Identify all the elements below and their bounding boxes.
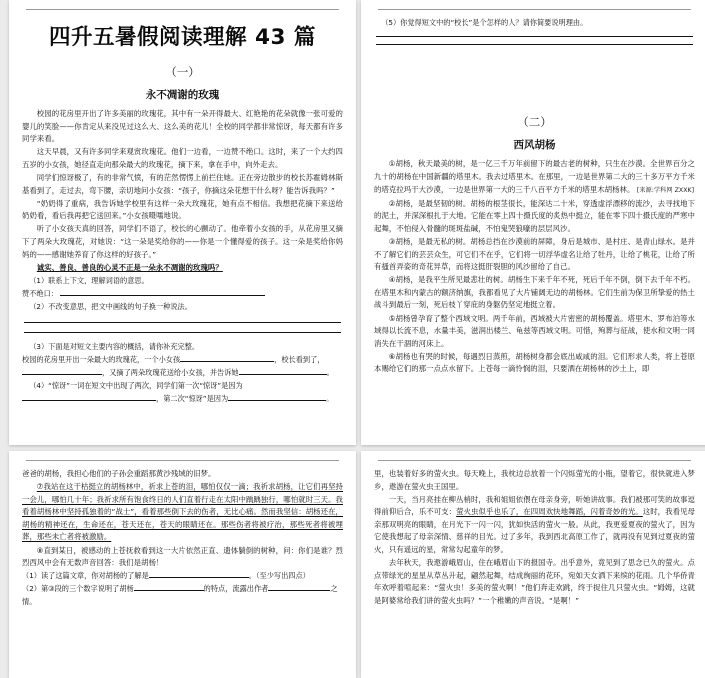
answer-blank[interactable]	[180, 354, 274, 362]
body-paragraph: ⑤胡杨曾孕育了整个西域文明。两千年前，西域被大片密密的胡杨覆盖。塔里木、罗布泊等水域得以长流不息，水量丰美，滋润出楼兰、龟兹等西域文明。可惜，殉葬与征战，使水和文明一同消失在干涸的河床上。	[374, 313, 695, 348]
underlined-phrase: 萤火虫似乎也乐了，在四周欢快地舞蹈，闪着奇妙的光。	[456, 507, 643, 517]
body-paragraph: “奶奶得了重病，我告诉她学校里有这样一朵大玫瑰花，她有点不相信。我想把花摘下来送给奶奶看，看后我再把它送回来。”小女孩嗫嚅地说。	[22, 198, 343, 221]
document-page-3	[9, 451, 356, 678]
document-page-4	[361, 451, 705, 678]
page-header-rule	[26, 9, 339, 10]
question-3-text-b: ，校长看到了，	[274, 354, 325, 364]
question-3-fill-row	[22, 354, 343, 366]
answer-line[interactable]	[376, 36, 693, 37]
question-4-label: （4）“惊讶”一词在短文中出现了两次，同学们第一次“惊讶”是因为	[29, 380, 243, 390]
body-paragraph-text: ①胡杨，秋天最美的树，是一亿三千万年前留下的最古老的树种，只生在沙漠。全世界百分之九十的胡杨在中国新疆的塔里木。我去过塔里木。在那里，一边是世界第二大的三十多万平方千米的塔克拉玛干大沙漠，一边是世界第一大的三千八百平方千米的塔里木胡杨林。	[374, 159, 695, 194]
section-number: （二）	[517, 115, 552, 130]
body-paragraph: 校园的花房里开出了许多美丽的玫瑰花，其中有一朵开得最大、红艳艳的花朵就像一张可爱的婴儿的笑脸——你肯定从来没见过这么大、这么美的花儿！全校的同学都非常惊讶，每天都有许多同学来看。	[22, 109, 343, 144]
question-3-fill-row-2	[22, 367, 343, 379]
question-2-label: （2）不改变意思，把文中画线的句子换一种说法。	[29, 301, 192, 311]
question-3-text-c: ，又摘了两朵玫瑰花送给小女孩，并告诉她	[102, 367, 239, 377]
page-header-rule	[26, 460, 339, 461]
continued-paragraph: 爸爸的胡杨，我担心他们的子孙会重蹈那黄沙残域的旧梦。	[22, 469, 216, 478]
question-1-answer-row	[22, 288, 343, 300]
answer-line[interactable]	[376, 44, 693, 45]
question-2-row	[22, 583, 343, 608]
answer-blank[interactable]	[22, 367, 102, 375]
continued-paragraph: 里，也装着好多的萤火虫。每天晚上，我枕边总放着一个闪烁萤光的小瓶，望着它，很快就进入梦乡，遨游在萤火虫王国里。	[374, 469, 695, 491]
body-paragraph: ②胡杨，是最坚韧的树。胡杨的根茎很长，能深达二十米，穿透虚浮漂移的流沙，去寻找地下的泥土，并深深根扎于大地。它能在零上四十摄氏度的炙热中挺立，能在零下四十摄氏度的严寒中起舞，不怕侵入骨髓的斑斑盐碱，不怕鬼哭狼嚎的层层风沙。	[374, 198, 695, 233]
source-note: [来源:学科网 ZXXK]	[636, 186, 695, 194]
section-title: 西风胡杨	[513, 139, 556, 152]
page-header-rule	[378, 9, 691, 10]
question-1-label: （1）读了这篇文章，你对胡杨的了解是	[22, 571, 149, 581]
question-2-text-mid: 的特点，流露出作者	[203, 584, 269, 594]
underlined-sentence-wrapper	[22, 262, 343, 275]
body-paragraph: 这天早晨，又有许多同学来观赏玫瑰花。他们一边看，一边赞不绝口。这时，来了一个大约四五岁的小女孩，她径直走向那朵最大的玫瑰花，摘下来，拿在手中，向外走去。	[22, 147, 343, 169]
underlined-paragraph: ⑦我站在这干枯挺立的胡杨林中，祈求上苍的泪，哪怕仅仅一滴；我祈求胡杨，让它们再坚持一会儿，哪怕几十年；我祈求所有饱食终日的人们直着行走在太阳中踽踽独行，哪怕就时三天。我看着胡杨林中坚持孤独着的“战士”，看着那些倒下去的伤者，无比心痛。然而我坚信：胡杨还在，胡杨的精神还在，生命还在，苍天还在，苍天的眼睛还在。那些伤者将被疗治，那些死者将被埋葬，那些未亡者将被激励。	[22, 482, 343, 542]
question-4-text-end: 。	[326, 393, 334, 403]
answer-blank[interactable]	[228, 393, 326, 401]
question-3-text-d: 。	[326, 367, 334, 377]
underlined-sentence: 诚实、善良、善良的心灵不正是一朵永不凋谢的玫瑰吗？	[36, 262, 223, 272]
body-paragraph: 听了小女孩天真的回答，同学们不语了，校长的心颤动了。他牵着小女孩的手，从花房里又摘下了两朵大玫瑰花，对她说：“这一朵是奖给你的——你是一个懂得爱的孩子。这一朵是奖给你妈妈的——感谢她养育了你这样的好孩子。”	[22, 224, 343, 259]
question-1-label: （1）联系上下文，理解词语的意思。	[29, 275, 149, 285]
answer-blank[interactable]	[60, 288, 265, 296]
underlined-paragraph-wrapper	[22, 481, 343, 544]
vertical-spacer	[374, 52, 695, 110]
answer-line[interactable]	[24, 322, 341, 323]
question-4-text-mid: ，第二次“惊讶”是因为	[156, 393, 229, 403]
section-number: （一）	[165, 65, 200, 79]
body-paragraph: ⑧直到某日，被感动的上苍抚救看到这一大片依然正直、遗体躺倒的树种，问：你们是谁？烈烈西风中会有无数声音回答：我们是胡杨！	[22, 545, 343, 568]
answer-blank[interactable]	[134, 583, 204, 591]
answer-line[interactable]	[24, 332, 341, 333]
document-page-2	[361, 0, 705, 445]
question-3-label: （3）下面是对短文主要内容的概括，请你补充完整。	[29, 341, 200, 351]
body-paragraph: ⑥胡杨也有哭的时候，每遇烈日蒸煎，胡杨树身都会底出咸咸的泪。它们形求人类，将上苍原本赐给它们的那一点点水留下。上苍每一滴怜悯的泪，只要洒在胡杨林的沙土上，即	[374, 351, 695, 374]
document-page-1	[9, 0, 356, 445]
body-paragraph: ③胡杨，是最无私的树。胡杨总挡在沙漠前的屏障，身后是城市、是村庄、是青山绿水。是并不了解它们的芸芸众生，可它们不在乎，它们将一切浮华虚名让给了牡丹，让给了桃花，让给了所有搔首弄姿的奇花异草，而将这挺肝裂胆的风沙留给了自己。	[374, 236, 695, 272]
body-paragraph: 同学们惊讶极了，有的非常气愤，有的茫然愣愣上前拦住她。正在旁边散步的校长苏霍姆林斯基看到了，走过去，弯下腰，亲切地问小女孩：“孩子，你摘这朵花想干什么呀？能告诉我吗？”	[22, 172, 343, 195]
question-5-label: （5）你觉得短文中的“校长”是个怎样的人？请你简要说明理由。	[381, 18, 588, 27]
question-1-row	[22, 570, 343, 582]
question-2-label: （2）第③段的三个数字说明了胡杨	[22, 584, 134, 594]
body-paragraph: 去年秋天，我遨游峨眉山，住在峨眉山下的报国寺。出乎意外，竟见到了思念已久的萤火。点点带绿光的星星从草丛升起，翩然起舞，结成绚丽的花环，宛如天女洒下来缤的花雨。几个华侨青年欢呼着喧起来：“萤火虫！多美的萤火啊！”他们奔走欢跳，终于捉住几只萤火虫。“姆姆，这就是阿婆常给我们讲的萤火虫吗？”一个稚嫩的声音说。“是啊！”	[374, 558, 695, 605]
body-paragraph: ④胡杨，是我平生所见最悲壮的树。胡杨生下来千年不死，死后千年不倒，倒下去千年不朽。在塔里木和内蒙古的额济纳旗，我都看见了大片铺阔无边的胡杨林。它们生前为保卫所挚爱的热土战斗到最后一刻，死后枝丫穿庇的身躯仍坚定地挺立着。	[374, 275, 695, 310]
answer-blank[interactable]	[268, 583, 330, 591]
question-2-text-end: 之情。	[22, 584, 338, 606]
document-title: 四升五暑假阅读理解 43 篇	[49, 25, 316, 50]
answer-blank[interactable]	[22, 393, 156, 401]
answer-blank[interactable]	[149, 570, 249, 578]
body-paragraph	[374, 158, 695, 197]
section-title: 永不凋谢的玫瑰	[145, 89, 220, 101]
question-1-prompt: 赞不绝口：	[22, 288, 58, 298]
question-4-fill-row	[22, 393, 343, 405]
question-3-text-a: 校园的花房里开出一朵最大的玫瑰花，一个小女孩	[22, 354, 181, 364]
answer-blank[interactable]	[239, 367, 327, 375]
page-header-rule	[378, 460, 691, 461]
body-paragraph-with-underline: 一天，当月亮挂在柳丛梢时，我和姐姐依偎在母亲身旁，听她讲故事。我们被那可笑的故事逗得前仰后合，乐不可支：萤火虫似乎也乐了，在四周欢快地舞蹈，闪着奇妙的光。这时，我看见母亲那双明亮的眼睛，在月光下一闪一闪，犹如快活的萤火一般。从此，我更爱夏夜的萤火了，因为它使我想起了母亲深情、慈祥的目光。过了多年，我到西北高原工作了，就再没有见到过夏夜的萤火，只有遥远的星，常常勾起童年的梦。	[374, 494, 695, 555]
question-1-text-after: 。（至少写出四点）	[248, 571, 310, 581]
